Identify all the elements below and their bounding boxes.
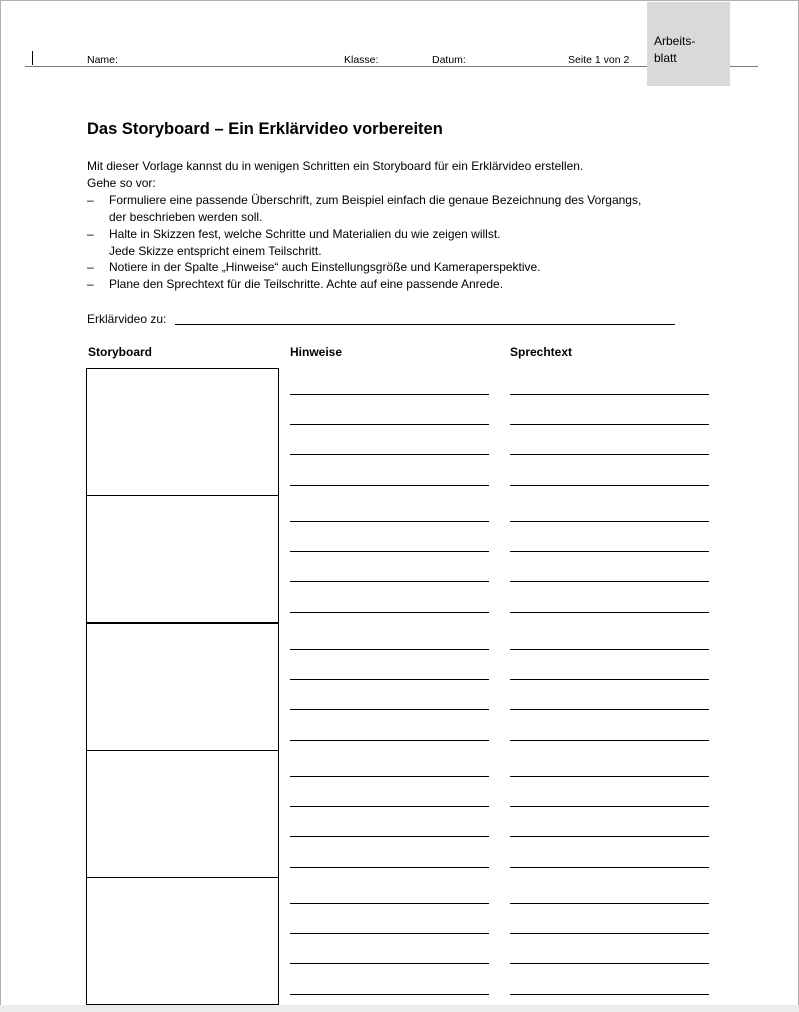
step-text: Halte in Skizzen fest, welche Schritte und Materialien du wie zeigen willst. Jede Skizze entspricht einem Teilschritt. <box>109 227 501 258</box>
klasse-label: Klasse: <box>344 54 379 66</box>
sprechtext-write-line[interactable] <box>510 394 709 395</box>
sprechtext-write-line[interactable] <box>510 612 709 613</box>
sprechtext-write-line[interactable] <box>510 776 709 777</box>
hinweise-write-line[interactable] <box>290 836 489 837</box>
bottom-strip <box>0 1005 799 1012</box>
step-dash: – <box>87 227 94 241</box>
sprechtext-write-line[interactable] <box>510 581 709 582</box>
erklaervideo-label: Erklärvideo zu: <box>87 312 167 326</box>
storyboard-sketch-box[interactable] <box>86 877 279 1005</box>
hinweise-write-line[interactable] <box>290 776 489 777</box>
step-dash: – <box>87 260 94 274</box>
sprechtext-write-line[interactable] <box>510 994 709 995</box>
sprechtext-write-line[interactable] <box>510 551 709 552</box>
storyboard-sketch-box[interactable] <box>86 495 279 623</box>
hinweise-write-line[interactable] <box>290 740 489 741</box>
hinweise-write-line[interactable] <box>290 679 489 680</box>
storyboard-sketch-box[interactable] <box>86 368 279 496</box>
doc-type-label: Arbeits- blatt <box>654 34 696 65</box>
sprechtext-write-line[interactable] <box>510 709 709 710</box>
step-dash: – <box>87 277 94 291</box>
sprechtext-write-line[interactable] <box>510 649 709 650</box>
sprechtext-write-line[interactable] <box>510 424 709 425</box>
sprechtext-write-line[interactable] <box>510 454 709 455</box>
hinweise-write-line[interactable] <box>290 551 489 552</box>
column-head-sprechtext: Sprechtext <box>510 345 573 359</box>
sprechtext-write-line[interactable] <box>510 679 709 680</box>
sprechtext-write-line[interactable] <box>510 806 709 807</box>
hinweise-write-line[interactable] <box>290 581 489 582</box>
text-cursor <box>32 51 33 65</box>
hinweise-write-line[interactable] <box>290 454 489 455</box>
name-label: Name: <box>87 54 118 66</box>
hinweise-write-line[interactable] <box>290 394 489 395</box>
column-head-storyboard: Storyboard <box>88 345 153 359</box>
storyboard-sketch-box[interactable] <box>86 750 279 878</box>
sprechtext-write-line[interactable] <box>510 485 709 486</box>
hinweise-write-line[interactable] <box>290 709 489 710</box>
intro-line-1: Mit dieser Vorlage kannst du in wenigen Schritten ein Storyboard für ein Erklärvideo erstellen. <box>87 159 584 173</box>
hinweise-write-line[interactable] <box>290 521 489 522</box>
hinweise-write-line[interactable] <box>290 806 489 807</box>
sprechtext-write-line[interactable] <box>510 740 709 741</box>
hinweise-write-line[interactable] <box>290 903 489 904</box>
step-text: Notiere in der Spalte „Hinweise“ auch Einstellungsgröße und Kameraperspektive. <box>109 260 541 274</box>
hinweise-write-line[interactable] <box>290 963 489 964</box>
step-text: Formuliere eine passende Überschrift, zum Beispiel einfach die genaue Bezeichnung des Vorgangs, der beschrieben werden soll. <box>109 193 642 224</box>
storyboard-sketch-box[interactable] <box>86 623 279 751</box>
sprechtext-write-line[interactable] <box>510 521 709 522</box>
hinweise-write-line[interactable] <box>290 612 489 613</box>
sprechtext-write-line[interactable] <box>510 836 709 837</box>
step-dash: – <box>87 193 94 207</box>
hinweise-write-line[interactable] <box>290 649 489 650</box>
column-head-hinweise: Hinweise <box>290 345 343 359</box>
sprechtext-write-line[interactable] <box>510 963 709 964</box>
hinweise-write-line[interactable] <box>290 424 489 425</box>
hinweise-write-line[interactable] <box>290 867 489 868</box>
sprechtext-write-line[interactable] <box>510 933 709 934</box>
sprechtext-write-line[interactable] <box>510 903 709 904</box>
doc-type-box <box>647 2 730 86</box>
hinweise-write-line[interactable] <box>290 994 489 995</box>
intro-line-2: Gehe so vor: <box>87 176 156 190</box>
datum-label: Datum: <box>432 54 466 66</box>
sprechtext-write-line[interactable] <box>510 867 709 868</box>
hinweise-write-line[interactable] <box>290 485 489 486</box>
step-text: Plane den Sprechtext für die Teilschritte. Achte auf eine passende Anrede. <box>109 277 504 291</box>
page-info: Seite 1 von 2 <box>568 54 630 66</box>
erklaervideo-input-line[interactable] <box>175 324 675 325</box>
page-title: Das Storyboard – Ein Erklärvideo vorbereiten <box>87 120 443 138</box>
hinweise-write-line[interactable] <box>290 933 489 934</box>
